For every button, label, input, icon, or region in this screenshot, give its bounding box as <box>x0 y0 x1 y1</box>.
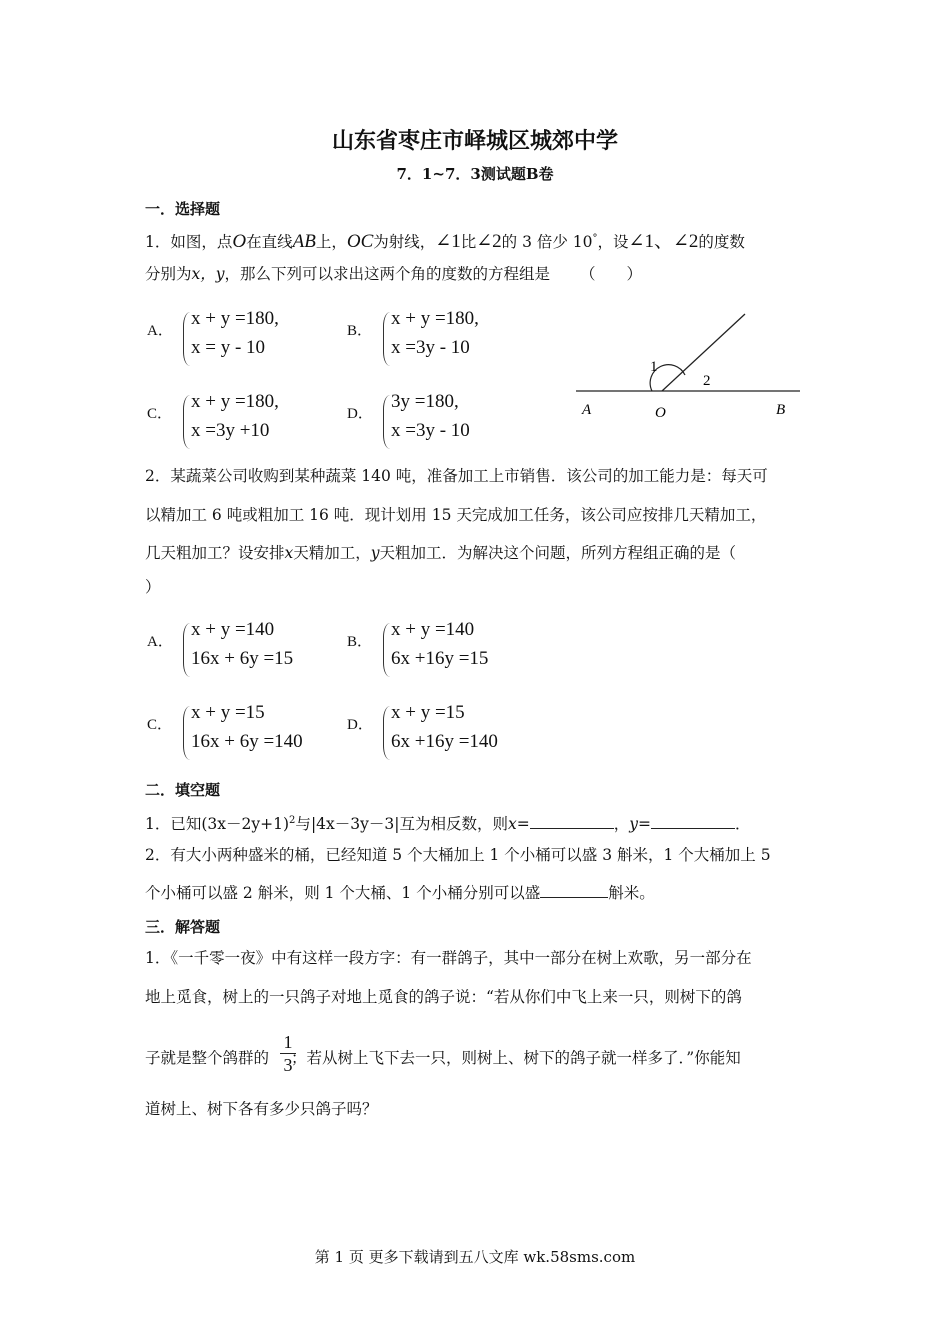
q1-text: 的度数 <box>698 233 745 252</box>
question-1-line-1 <box>145 229 745 252</box>
fill-question-2-line-1: 2．有大小两种盛米的桶，已经知道 5 个大桶加上 1 个小桶可以盛 3 斛米，1 个大桶加上 5 <box>145 846 771 864</box>
question-1-line-2 <box>145 264 642 284</box>
point-o-label: O <box>655 405 666 421</box>
q1-text: 为射线， <box>373 233 436 252</box>
q2-option-d-label: D． <box>347 717 373 733</box>
question-2-line-1: 2．某蔬菜公司收购到某种蔬菜 140 吨，准备加工上市销售．该公司的加工能力是：每天可 <box>145 467 768 485</box>
equation: 6x +16y =15 <box>391 648 489 669</box>
q2-var-x: x <box>284 544 294 562</box>
equation: 16x + 6y =15 <box>191 648 294 669</box>
aq1-text: ；若从树上飞下去一只，则树上、树下的鸽子就一样多了．”你能知 <box>291 1049 741 1067</box>
fraction-bar <box>280 1053 296 1054</box>
answer-question-1-line-4: 道树上、树下各有多少只鸽子吗？ <box>145 1100 378 1118</box>
equation: x + y =140 <box>191 619 275 640</box>
equation: x + y =15 <box>391 702 465 723</box>
q1-text: ，设 <box>597 233 629 252</box>
q1-degree: ° <box>592 233 598 244</box>
q1-option-b-label: B． <box>347 323 373 339</box>
q1-angle-1: ∠1 <box>435 231 461 253</box>
section-heading-fill: 二．填空题 <box>145 781 221 799</box>
equation: x + y =180, <box>191 391 279 412</box>
q1-vars: x，y <box>191 265 225 283</box>
angle-1-label: 1 <box>650 359 658 375</box>
q2-option-a-label: A． <box>147 634 173 650</box>
q1-angle-2: ∠2 <box>476 231 502 253</box>
section-heading-choice: 一．选择题 <box>145 200 221 218</box>
fill-q1-x: x= <box>507 815 530 834</box>
q1-text: ，那么下列可以求出这两个角的度数的方程组是 <box>224 265 551 283</box>
answer-question-1-line-1: 1．《一千零一夜》中有这样一段方字：有一群鸽子，其中一部分在树上欢歌，另一部分在 <box>145 949 752 967</box>
brace <box>383 706 390 760</box>
page-subtitle: 7．1~7．3测试题B卷 <box>396 165 554 183</box>
answer-question-1-line-2: 地上觅食，树上的一只鸽子对地上觅食的鸽子说：“若从你们中飞上来一只，则树下的鸽 <box>145 988 742 1006</box>
brace <box>183 312 190 366</box>
equation: x + y =180, <box>191 308 279 329</box>
fill-q1-end: ． <box>734 815 751 834</box>
q2-option-b-label: B． <box>347 634 373 650</box>
fill-q1-y: y= <box>629 815 651 834</box>
q1-ray-oc: OC <box>346 231 374 253</box>
q2-text: 几天粗加工？设安排 <box>145 544 285 562</box>
page-title: 山东省枣庄市峄城区城郊中学 <box>331 128 618 154</box>
answer-blank-x[interactable] <box>530 828 614 829</box>
fill-q2-text: 斛米。 <box>608 884 655 902</box>
brace <box>183 623 190 677</box>
q1-text: 在直线 <box>246 233 293 252</box>
fill-q1-exponent: 2 <box>289 815 296 826</box>
q1-text: 1．如图，点 <box>145 233 233 252</box>
page-footer: 第 1 页 更多下载请到五八文库 wk.58sms.com <box>314 1248 636 1266</box>
equation: x + y =15 <box>191 702 265 723</box>
fill-question-2-line-2 <box>145 883 655 903</box>
section-heading-answer: 三．解答题 <box>145 918 221 936</box>
fraction-numerator: 1 <box>283 1032 293 1052</box>
fill-q1-sep: ， <box>613 815 630 834</box>
equation: x =3y - 10 <box>391 337 470 358</box>
angle-figure <box>570 305 810 425</box>
fill-q1-text: 1．已知 <box>145 815 202 834</box>
q1-text: 比 <box>460 233 477 252</box>
equation: 6x +16y =140 <box>391 731 498 752</box>
q1-answer-paren: （ ） <box>580 265 643 283</box>
equation: x =3y - 10 <box>391 420 470 441</box>
brace <box>383 623 390 677</box>
brace <box>383 312 390 366</box>
equation: 3y =180, <box>391 391 459 412</box>
q1-option-d-label: D． <box>347 406 373 422</box>
q1-text: 的 3 倍少 10 <box>501 233 593 252</box>
equation: x =3y +10 <box>191 420 270 441</box>
answer-question-1-line-3 <box>145 1048 741 1068</box>
q1-option-a-label: A． <box>147 323 173 339</box>
fraction-one-third <box>280 1032 296 1075</box>
q2-text: 天精加工， <box>293 544 371 562</box>
angle-2-label: 2 <box>703 373 711 389</box>
q1-option-c-label: C． <box>147 406 173 422</box>
q1-point-o: O <box>232 231 247 253</box>
equation: x + y =180, <box>391 308 479 329</box>
answer-blank-y[interactable] <box>651 828 735 829</box>
point-a-label: A <box>582 402 592 418</box>
fill-question-1 <box>145 811 751 834</box>
fraction-denominator: 3 <box>283 1055 293 1075</box>
q2-option-c-label: C． <box>147 717 173 733</box>
brace <box>383 395 390 449</box>
q2-var-y: y <box>370 544 380 562</box>
question-2-line-2: 以精加工 6 吨或粗加工 16 吨．现计划用 15 天完成加工任务，该公司应按排几天精加工， <box>145 506 767 524</box>
fill-q1-text: 互为相反数，则 <box>399 815 508 834</box>
q1-angles: ∠1、∠2 <box>628 231 699 253</box>
fill-q1-text: 与 <box>295 815 311 834</box>
q2-text: 天粗加工．为解决这个问题，所列方程组正确的是（ <box>379 544 737 562</box>
q1-text: 分别为 <box>145 265 192 283</box>
point-b-label: B <box>776 402 786 418</box>
equation: x = y - 10 <box>191 337 266 358</box>
equation: 16x + 6y =140 <box>191 731 303 752</box>
fill-q1-expr2: |4x－3y－3| <box>310 815 400 834</box>
q1-text: 上， <box>315 233 347 252</box>
aq1-text: 子就是整个鸽群的 <box>145 1049 270 1067</box>
q1-line-ab: AB <box>292 231 316 253</box>
brace <box>183 706 190 760</box>
question-2-line-4: ） <box>145 578 161 596</box>
question-2-line-3 <box>145 543 736 563</box>
answer-blank-buckets[interactable] <box>540 897 608 898</box>
fill-q1-expr1: (3x－2y+1) <box>201 815 290 834</box>
equation: x + y =140 <box>391 619 475 640</box>
brace <box>183 395 190 449</box>
fill-q2-text: 个小桶可以盛 2 斛米，则 1 个大桶、1 个小桶分别可以盛 <box>145 884 541 902</box>
